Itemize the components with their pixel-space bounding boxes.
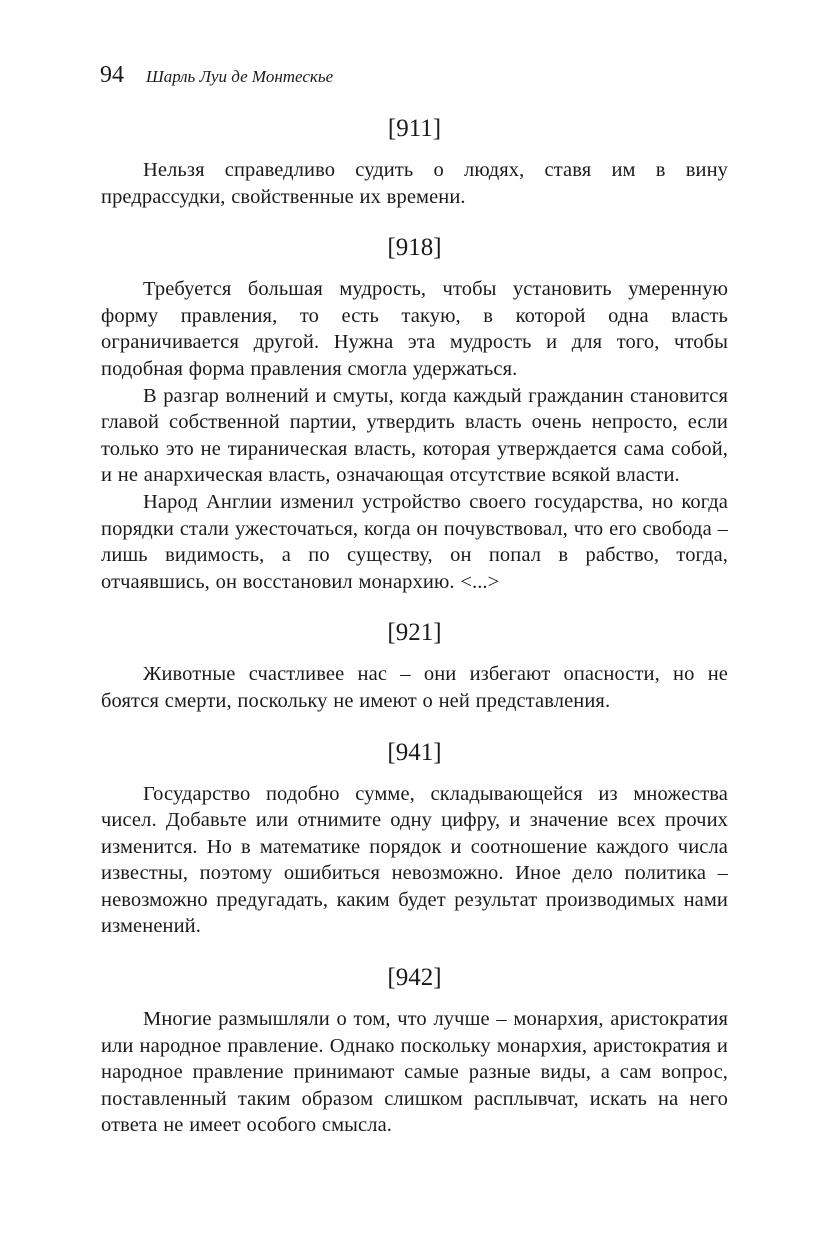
page-number: 94	[100, 62, 124, 88]
paragraph: Народ Англии изменил устройство своего государства, но когда порядки стали ужесточаться, когда он почувствовал, что его свобода – лишь видимость, а по существу, он попал в рабство, тогда, отчаявшись, он восстановил монархию. <...>	[101, 490, 728, 593]
paragraph: Нельзя справедливо судить о людях, ставя им в вину предрассудки, свойственные их времени.	[101, 159, 728, 208]
running-head: Шарль Луи де Монтескье	[146, 67, 334, 86]
paragraph: В разгар волнений и смуты, когда каждый гражданин становится главой собственной партии, утвердить власть очень непросто, если только это не тираническая власть, которая утверждается сама собой, и не анархическая власть, означающая отсутствие всякой власти.	[101, 384, 728, 487]
page-body	[101, 113, 728, 1139]
section-number: [941]	[387, 738, 442, 766]
section-number: [942]	[387, 964, 442, 992]
section	[101, 232, 728, 595]
section	[101, 113, 728, 210]
page-header	[100, 62, 333, 92]
paragraph: Многие размышляли о том, что лучше – монархия, аристократия или народное правление. Однако поскольку монархия, аристократия и народное правление принимают самые разные виды, а сам вопрос, поставленный таким образом слишком расплывчат, искать на него ответа не имеет особого смысла.	[101, 1008, 728, 1137]
paragraph: Требуется большая мудрость, чтобы установить умеренную форму правления, то есть такую, в которой одна власть ограничивается другой. Нужна эта мудрость и для того, чтобы подобная форма правления смогла удержаться.	[101, 278, 728, 380]
paragraph: Государство подобно сумме, складывающейся из множества чисел. Добавьте или отнимите одну цифру, и значение всех прочих изменится. Но в математике порядок и соотношение каждого числа известны, поэтому ошибиться невозможно. Иное дело политика – невозможно предугадать, каким будет результат производимых нами изменений.	[101, 782, 728, 938]
section	[101, 617, 728, 714]
paragraph: Животные счастливее нас – они избегают опасности, но не боятся смерти, поскольку не имеют о ней представления.	[101, 663, 728, 712]
section	[101, 962, 728, 1139]
section	[101, 737, 728, 941]
section-number: [921]	[387, 619, 442, 647]
section-number: [918]	[387, 234, 442, 262]
section-number: [911]	[387, 115, 442, 142]
